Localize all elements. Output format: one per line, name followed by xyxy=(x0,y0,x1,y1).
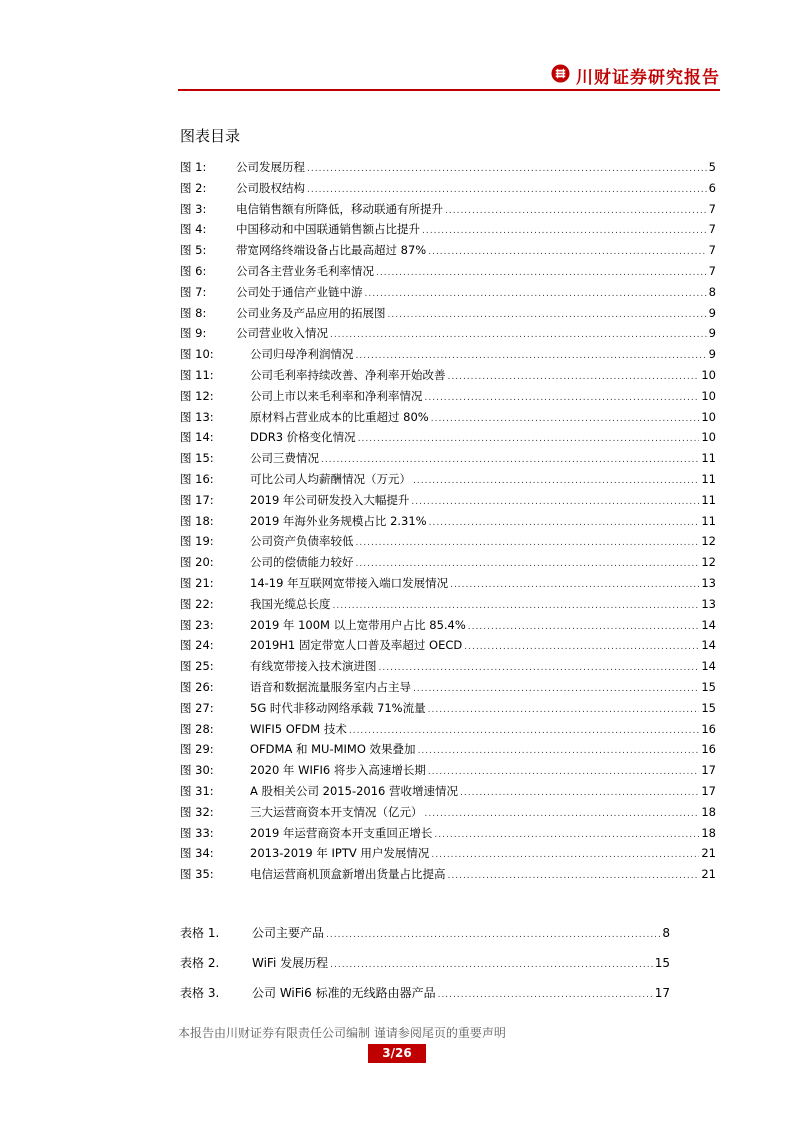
toc-entry-figure[interactable] xyxy=(180,365,716,386)
dot-leader xyxy=(356,346,707,367)
entry-title: 2019 年 100M 以上宽带用户占比 85.4% xyxy=(250,617,466,632)
toc-entry-figure[interactable] xyxy=(180,407,716,428)
entry-title: 公司各主营业务毛利率情况 xyxy=(236,263,374,278)
entry-page-number: 16 xyxy=(701,721,716,736)
entry-page-number: 9 xyxy=(708,326,716,341)
entry-label: 图 13: xyxy=(180,409,214,424)
toc-entry-figure[interactable] xyxy=(180,490,716,511)
toc-entry-figure[interactable] xyxy=(180,615,716,636)
entry-title: 公司股权结构 xyxy=(236,180,305,195)
entry-page-number: 18 xyxy=(701,804,716,819)
entry-label: 图 18: xyxy=(180,513,214,528)
toc-entry-figure[interactable] xyxy=(180,739,716,760)
entry-title: 带宽网络终端设备占比最高超过 87% xyxy=(236,243,427,258)
entry-label: 图 21: xyxy=(180,575,214,590)
entry-title: 电信运营商机顶盒新增出货量占比提高 xyxy=(250,867,446,882)
entry-label: 图 17: xyxy=(180,492,214,507)
entry-label: 图 3: xyxy=(180,201,207,216)
entry-title: 公司的偿债能力较好 xyxy=(250,555,354,570)
dot-leader xyxy=(413,471,699,492)
entry-title: 5G 时代非移动网络承载 71%流量 xyxy=(250,700,426,715)
entry-title: 语音和数据流量服务室内占主导 xyxy=(250,679,411,694)
entry-page-number: 10 xyxy=(701,430,716,445)
entry-label: 图 24: xyxy=(180,638,214,653)
brand-title: 川财证券研究报告 xyxy=(576,68,720,88)
entry-page-number: 10 xyxy=(701,409,716,424)
dot-leader xyxy=(330,325,707,346)
entry-page-number: 9 xyxy=(708,347,716,362)
toc-entry-figure[interactable] xyxy=(180,635,716,656)
entry-page-number: 17 xyxy=(701,783,716,798)
dot-leader xyxy=(464,637,699,658)
entry-title: 2019 年公司研发投入大幅提升 xyxy=(250,492,410,507)
entry-page-number: 21 xyxy=(701,846,716,861)
toc-entry-figure[interactable] xyxy=(180,448,716,469)
entry-page-number: 8 xyxy=(708,284,716,299)
footer-disclaimer: 本报告由川财证券有限责任公司编制 谨请参阅尾页的重要声明 xyxy=(178,1026,506,1040)
dot-leader xyxy=(468,617,700,638)
dot-leader xyxy=(356,533,700,554)
entry-page-number: 7 xyxy=(708,263,716,278)
header-divider xyxy=(178,89,720,91)
toc-entry-figure[interactable] xyxy=(180,594,716,615)
page-number: 3/26 xyxy=(368,1044,426,1063)
entry-label: 图 14: xyxy=(180,430,214,445)
entry-label: 图 31: xyxy=(180,783,214,798)
dot-leader xyxy=(425,804,700,825)
entry-page-number: 15 xyxy=(701,679,716,694)
entry-title: 可比公司人均薪酬情况（万元） xyxy=(250,471,411,486)
entry-title: 电信销售额有所降低，移动联通有所提升 xyxy=(236,201,443,216)
toc-entry-figure[interactable] xyxy=(180,157,716,178)
toc-entry-figure[interactable] xyxy=(180,178,716,199)
entry-page-number: 21 xyxy=(701,867,716,882)
entry-label: 图 12: xyxy=(180,388,214,403)
entry-page-number: 12 xyxy=(701,555,716,570)
entry-page-number: 11 xyxy=(701,492,716,507)
toc-entry-figure[interactable] xyxy=(180,386,716,407)
entry-label: 图 2: xyxy=(180,180,207,195)
dot-leader xyxy=(388,305,707,326)
toc-entry-figure[interactable] xyxy=(180,864,716,885)
entry-label: 表格 3. xyxy=(180,986,220,1000)
toc-entry-figure[interactable] xyxy=(180,781,716,802)
entry-title: 三大运营商资本开支情况（亿元） xyxy=(250,804,423,819)
toc-entry-figure[interactable] xyxy=(180,240,716,261)
entry-label: 图 20: xyxy=(180,555,214,570)
dot-leader xyxy=(428,242,706,263)
toc-entry-figure[interactable] xyxy=(180,469,716,490)
entry-title: 公司资产负债率较低 xyxy=(250,534,354,549)
entry-label: 图 26: xyxy=(180,679,214,694)
dot-leader xyxy=(431,409,700,430)
entry-label: 图 33: xyxy=(180,825,214,840)
entry-title: 公司业务及产品应用的拓展图 xyxy=(236,305,386,320)
entry-title: WiFi 发展历程 xyxy=(252,956,329,970)
entry-label: 图 34: xyxy=(180,846,214,861)
dot-leader xyxy=(448,866,700,887)
entry-label: 图 28: xyxy=(180,721,214,736)
entry-title: WIFI5 OFDM 技术 xyxy=(250,721,347,736)
dot-leader xyxy=(425,388,700,409)
toc-entry-figure[interactable] xyxy=(180,656,716,677)
entry-title: 公司主要产品 xyxy=(252,926,325,940)
entry-label: 图 8: xyxy=(180,305,207,320)
entry-title: OFDMA 和 MU-MIMO 效果叠加 xyxy=(250,742,416,757)
chuancai-logo-icon xyxy=(551,64,570,83)
dot-leader xyxy=(422,221,707,242)
dot-leader xyxy=(460,783,699,804)
toc-entry-figure[interactable] xyxy=(180,677,716,698)
entry-title: 公司上市以来毛利率和净利率情况 xyxy=(250,388,423,403)
entry-title: 中国移动和中国联通销售额占比提升 xyxy=(236,222,420,237)
dot-leader xyxy=(349,721,700,742)
entry-page-number: 13 xyxy=(701,575,716,590)
entry-page-number: 11 xyxy=(701,471,716,486)
entry-page-number: 17 xyxy=(701,763,716,778)
entry-label: 图 19: xyxy=(180,534,214,549)
entry-title: 公司毛利率持续改善、净利率开始改善 xyxy=(250,367,446,382)
entry-title: 公司 WiFi6 标准的无线路由器产品 xyxy=(252,986,436,1000)
toc-entry-figure[interactable] xyxy=(180,261,716,282)
entry-page-number: 8 xyxy=(662,926,670,940)
dot-leader xyxy=(428,700,700,721)
entry-page-number: 5 xyxy=(708,160,716,174)
toc-entry-table[interactable] xyxy=(180,948,670,978)
toc-entry-table[interactable] xyxy=(180,978,670,1008)
entry-page-number: 16 xyxy=(701,742,716,757)
toc-entry-figure[interactable] xyxy=(180,802,716,823)
dot-leader xyxy=(326,920,660,950)
entry-page-number: 7 xyxy=(708,201,716,216)
entry-label: 图 5: xyxy=(180,243,207,258)
entry-page-number: 17 xyxy=(654,986,670,1000)
toc-entry-figure[interactable] xyxy=(180,199,716,220)
entry-label: 表格 2. xyxy=(180,956,220,970)
dot-leader xyxy=(438,980,653,1010)
entry-label: 图 32: xyxy=(180,804,214,819)
entry-label: 图 15: xyxy=(180,451,214,466)
entry-label: 图 22: xyxy=(180,596,214,611)
entry-title: A 股相关公司 2015-2016 营收增速情况 xyxy=(250,783,459,798)
entry-page-number: 15 xyxy=(654,956,670,970)
toc-entry-figure[interactable] xyxy=(180,843,716,864)
dot-leader xyxy=(434,825,699,846)
dot-leader xyxy=(428,762,700,783)
entry-label: 图 30: xyxy=(180,763,214,778)
entry-label: 图 27: xyxy=(180,700,214,715)
dot-leader xyxy=(330,950,653,980)
dot-leader xyxy=(333,596,700,617)
toc-entry-figure[interactable] xyxy=(180,698,716,719)
dot-leader xyxy=(356,554,700,575)
table-list xyxy=(180,918,670,1008)
entry-page-number: 10 xyxy=(701,388,716,403)
toc-entry-figure[interactable] xyxy=(180,552,716,573)
entry-page-number: 18 xyxy=(701,825,716,840)
dot-leader xyxy=(321,450,699,471)
dot-leader xyxy=(307,180,707,201)
entry-title: 2019 年海外业务规模占比 2.31% xyxy=(250,513,427,528)
toc-entry-figure[interactable] xyxy=(180,219,716,240)
entry-title: 我国光缆总长度 xyxy=(250,596,331,611)
entry-title: 有线宽带接入技术演进图 xyxy=(250,659,377,674)
entry-label: 图 10: xyxy=(180,347,214,362)
dot-leader xyxy=(358,429,700,450)
toc-entry-figure[interactable] xyxy=(180,531,716,552)
entry-label: 图 4: xyxy=(180,222,207,237)
entry-label: 表格 1. xyxy=(180,926,220,940)
page-header xyxy=(178,62,720,88)
toc-entry-figure[interactable] xyxy=(180,282,716,303)
entry-page-number: 11 xyxy=(701,451,716,466)
dot-leader xyxy=(418,741,700,762)
entry-label: 图 11: xyxy=(180,367,214,382)
entry-label: 图 23: xyxy=(180,617,214,632)
dot-leader xyxy=(379,658,700,679)
entry-page-number: 14 xyxy=(701,638,716,653)
entry-label: 图 16: xyxy=(180,471,214,486)
entry-title: 公司处于通信产业链中游 xyxy=(236,284,363,299)
toc-entry-figure[interactable] xyxy=(180,573,716,594)
dot-leader xyxy=(365,284,707,305)
entry-page-number: 13 xyxy=(701,596,716,611)
entry-page-number: 6 xyxy=(708,180,716,195)
entry-page-number: 14 xyxy=(701,659,716,674)
entry-title: 2020 年 WIFI6 将步入高速增长期 xyxy=(250,763,426,778)
toc-entry-figure[interactable] xyxy=(180,303,716,324)
entry-title: 公司归母净利润情况 xyxy=(250,347,354,362)
figure-list xyxy=(180,157,716,885)
dot-leader xyxy=(448,367,700,388)
entry-page-number: 15 xyxy=(701,700,716,715)
dot-leader xyxy=(450,575,699,596)
dot-leader xyxy=(445,201,707,222)
entry-label: 图 6: xyxy=(180,263,207,278)
entry-page-number: 14 xyxy=(701,617,716,632)
dot-leader xyxy=(429,513,700,534)
entry-title: 公司营业收入情况 xyxy=(236,326,328,341)
entry-page-number: 7 xyxy=(708,222,716,237)
entry-page-number: 10 xyxy=(701,367,716,382)
toc-entry-figure[interactable] xyxy=(180,511,716,532)
entry-title: 2019 年运营商资本开支重回正增长 xyxy=(250,825,433,840)
entry-page-number: 9 xyxy=(708,305,716,320)
entry-label: 图 35: xyxy=(180,867,214,882)
entry-title: DDR3 价格变化情况 xyxy=(250,430,356,445)
toc-title: 图表目录 xyxy=(180,127,241,145)
entry-label: 图 7: xyxy=(180,284,207,299)
dot-leader xyxy=(307,159,707,180)
toc-entry-figure[interactable] xyxy=(180,344,716,365)
entry-page-number: 12 xyxy=(701,534,716,549)
toc-entry-figure[interactable] xyxy=(180,323,716,344)
toc-entry-figure[interactable] xyxy=(180,719,716,740)
entry-label: 图 1: xyxy=(180,160,207,174)
entry-title: 原材料占营业成本的比重超过 80% xyxy=(250,409,429,424)
entry-title: 公司发展历程 xyxy=(236,160,305,174)
entry-label: 图 25: xyxy=(180,659,214,674)
dot-leader xyxy=(376,263,707,284)
entry-page-number: 11 xyxy=(701,513,716,528)
toc-entry-figure[interactable] xyxy=(180,427,716,448)
entry-title: 公司三费情况 xyxy=(250,451,319,466)
entry-title: 2013-2019 年 IPTV 用户发展情况 xyxy=(250,846,430,861)
toc-entry-figure[interactable] xyxy=(180,760,716,781)
entry-label: 图 9: xyxy=(180,326,207,341)
dot-leader xyxy=(411,492,699,513)
entry-title: 14-19 年互联网宽带接入端口发展情况 xyxy=(250,575,449,590)
toc-entry-table[interactable] xyxy=(180,918,670,948)
toc-entry-figure[interactable] xyxy=(180,823,716,844)
dot-leader xyxy=(413,679,699,700)
entry-title: 2019H1 固定带宽人口普及率超过 OECD xyxy=(250,638,463,653)
entry-label: 图 29: xyxy=(180,742,214,757)
entry-page-number: 7 xyxy=(708,243,716,258)
dot-leader xyxy=(431,845,699,866)
